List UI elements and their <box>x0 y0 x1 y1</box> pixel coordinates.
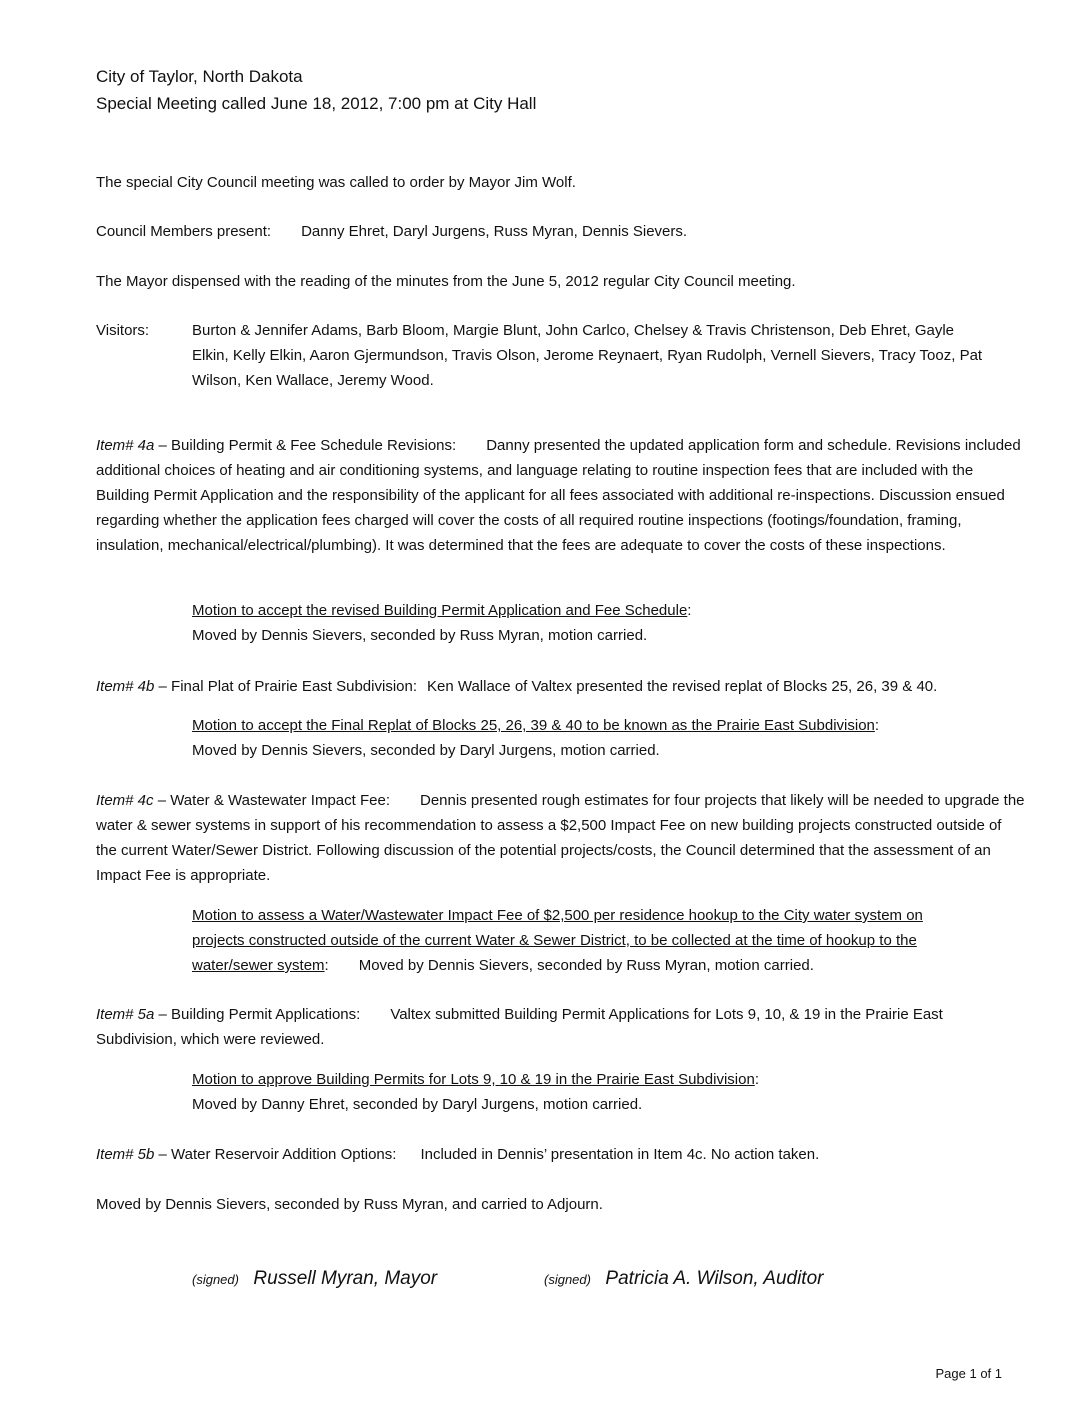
item-4b-title: – Final Plat of Prairie East Subdivision: <box>154 678 417 695</box>
item-4b-label: Item# 4b <box>96 678 155 695</box>
item-5a-paragraph <box>96 1002 1026 1052</box>
item-5b-body: Included in Dennis’ presentation in Item 4c. No action taken. <box>420 1146 820 1163</box>
visitors-label: Visitors: <box>96 322 150 339</box>
item-4c-paragraph <box>96 788 1026 888</box>
item-5a-title: – Building Permit Applications: <box>154 1006 361 1023</box>
visitors-section <box>96 318 1026 393</box>
auditor-signed-name: Patricia A. Wilson, Auditor <box>605 1268 824 1289</box>
item-5b-label: Item# 5b <box>96 1146 155 1163</box>
council-members-paragraph <box>96 219 1026 244</box>
minutes-paragraph: The Mayor dispensed with the reading of the minutes from the June 5, 2012 regular City Council meeting. <box>96 273 796 290</box>
mayor-signed-prefix: (signed) <box>192 1272 239 1287</box>
adjourn-paragraph: Moved by Dennis Sievers, seconded by Russ Myran, and carried to Adjourn. <box>96 1196 603 1213</box>
item-5b-paragraph <box>96 1142 1026 1167</box>
item-4b-motion-text: Motion to accept the Final Replat of Blocks 25, 26, 39 & 40 to be known as the Prairie East Subdivision <box>192 717 875 734</box>
called-to-order-paragraph: The special City Council meeting was called to order by Mayor Jim Wolf. <box>96 174 576 191</box>
document-title-line-1: City of Taylor, North Dakota <box>96 67 303 86</box>
council-members-label: Council Members present: <box>96 223 272 240</box>
document-title-line-2: Special Meeting called June 18, 2012, 7:00 pm at City Hall <box>96 94 537 113</box>
item-4a-motion-result: Moved by Dennis Sievers, seconded by Russ Myran, motion carried. <box>192 627 648 644</box>
page-number: Page 1 of 1 <box>935 1366 1002 1381</box>
item-4a-label: Item# 4a <box>96 437 155 454</box>
item-5a-label: Item# 5a <box>96 1006 155 1023</box>
item-4b-body: Ken Wallace of Valtex presented the revised replat of Blocks 25, 26, 39 & 40. <box>427 678 938 695</box>
item-4c-motion <box>192 903 1022 978</box>
item-4c-motion-line-3: water/sewer system <box>192 957 325 974</box>
visitors-list: Burton & Jennifer Adams, Barb Bloom, Margie Blunt, John Carlco, Chelsey & Travis Christenson, Deb Ehret, Gayle Elkin, Kelly Elkin, Aaron Gjermundson, Travis Olson, Jerome Reynaert, Ryan Rudolph, Vernell Sievers, Tracy Tooz, Pat Wilson, Ken Wallace, Jeremy Wood. <box>192 322 983 389</box>
item-5a-motion-colon: : <box>754 1071 759 1088</box>
item-4a-title: – Building Permit & Fee Schedule Revisions: <box>154 437 457 454</box>
council-members-list: Danny Ehret, Daryl Jurgens, Russ Myran, Dennis Sievers. <box>301 223 688 240</box>
mayor-signature <box>192 1268 437 1290</box>
item-4a-paragraph <box>96 433 1026 558</box>
item-4b-motion-result: Moved by Dennis Sievers, seconded by Daryl Jurgens, motion carried. <box>192 742 660 759</box>
item-4b-paragraph <box>96 674 1026 699</box>
mayor-signed-name: Russell Myran, Mayor <box>253 1268 438 1289</box>
item-4a-motion-text: Motion to accept the revised Building Permit Application and Fee Schedule <box>192 602 688 619</box>
item-4c-title: – Water & Wastewater Impact Fee: <box>153 792 390 809</box>
auditor-signature <box>544 1268 823 1290</box>
item-5a-motion <box>192 1067 1022 1117</box>
item-4c-motion-line-2: projects constructed outside of the current Water & Sewer District, to be collected at the time of hookup to the <box>192 932 917 949</box>
item-4b-motion <box>192 713 1022 763</box>
item-5a-body: Valtex submitted Building Permit Applications for Lots 9, 10, & 19 in the Prairie East Subdivision, which were reviewed. <box>96 1006 943 1048</box>
item-4c-motion-result: Moved by Dennis Sievers, seconded by Russ Myran, motion carried. <box>358 957 814 974</box>
item-5a-motion-text: Motion to approve Building Permits for Lots 9, 10 & 19 in the Prairie East Subdivision <box>192 1071 755 1088</box>
item-4c-motion-line-1: Motion to assess a Water/Wastewater Impact Fee of $2,500 per residence hookup to the City water system on <box>192 907 923 924</box>
item-4a-motion-colon: : <box>687 602 692 619</box>
item-4b-motion-colon: : <box>874 717 880 734</box>
item-4c-label: Item# 4c <box>96 792 154 809</box>
item-4c-motion-colon: : <box>324 957 329 974</box>
item-4c-body: Dennis presented rough estimates for four projects that likely will be needed to upgrade the water & sewer systems in support of his recommendation to assess a $2,500 Impact Fee on new building projects constructed outside of the current Water/Sewer District. Following discussion of the potential projects/costs, the Council determined that the assessment of an Impact Fee is appropriate. <box>96 792 1025 884</box>
auditor-signed-prefix: (signed) <box>544 1272 591 1287</box>
item-4a-body: Danny presented the updated application form and schedule. Revisions included additional choices of heating and air conditioning systems, and language relating to routine inspection fees that are included with the Building Permit Application and the responsibility of the applicant for all fees associated with additional re-inspections. Discussion ensued regarding whether the application fees charged will cover the costs of all required routine inspections (footings/foundation, framing, insulation, mechanical/electrical/plumbing). It was determined that the fees are adequate to cover the costs of these inspections. <box>96 437 1021 554</box>
item-5a-motion-result: Moved by Danny Ehret, seconded by Daryl Jurgens, motion carried. <box>192 1096 643 1113</box>
item-4a-motion <box>192 598 1022 648</box>
item-5b-title: – Water Reservoir Addition Options: <box>154 1146 397 1163</box>
